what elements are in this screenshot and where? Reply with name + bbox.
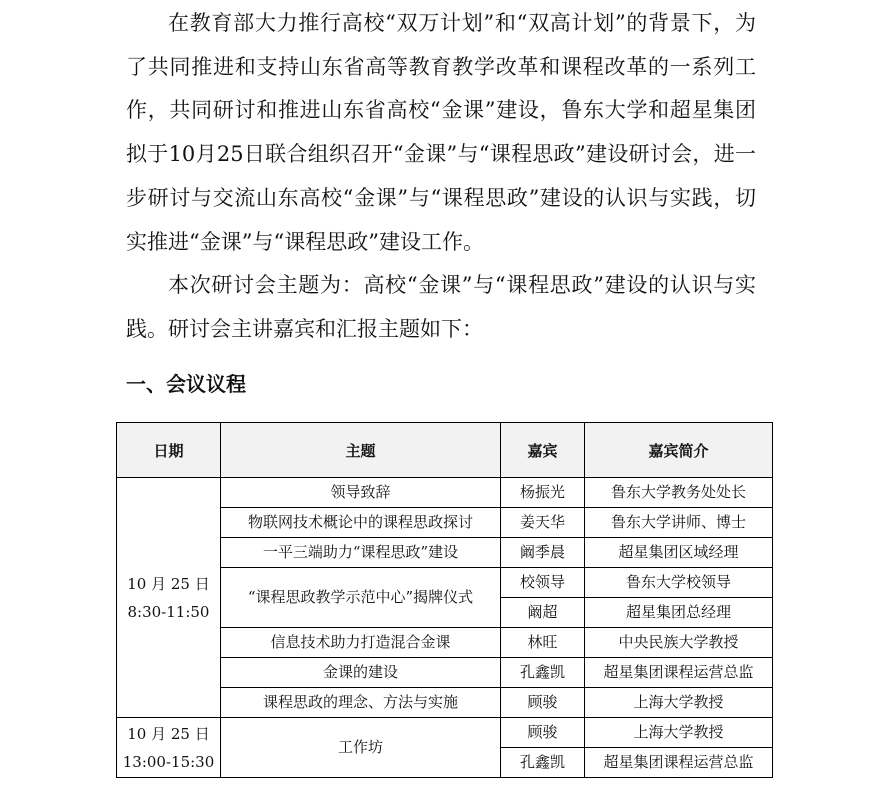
table-row xyxy=(117,478,773,508)
intro-cell: 超星集团课程运营总监 xyxy=(585,748,773,778)
header-intro: 嘉宾简介 xyxy=(585,423,773,478)
topic-cell: 信息技术助力打造混合金课 xyxy=(221,628,501,658)
header-date: 日期 xyxy=(117,423,221,478)
topic-cell: “课程思政教学示范中心”揭牌仪式 xyxy=(221,568,501,628)
intro-cell: 鲁东大学讲师、博士 xyxy=(585,508,773,538)
afternoon-date-cell xyxy=(117,718,221,778)
topic-cell: 一平三端助力“课程思政”建设 xyxy=(221,538,501,568)
guest-cell: 孔鑫凯 xyxy=(501,748,585,778)
table-header-row xyxy=(117,423,773,478)
intro-cell: 超星集团总经理 xyxy=(585,598,773,628)
intro-cell: 超星集团区域经理 xyxy=(585,538,773,568)
table-row xyxy=(117,718,773,748)
intro-paragraph: 在教育部大力推行高校“双万计划”和“双高计划”的背景下，为了共同推进和支持山东省高等教育教学改革和课程改革的一系列工作，共同研讨和推进山东省高校“金课”建设，鲁东大学和超星集团拟于10月25日联合组织召开“金课”与“课程思政”建设研讨会，进一步研讨与交流山东高校“金课”与“课程思政”建设的认识与实践，切实推进“金课”与“课程思政”建设工作。 xyxy=(126,11,756,254)
guest-cell: 校领导 xyxy=(501,568,585,598)
afternoon-date: 10 月 25 日 xyxy=(127,724,210,743)
guest-cell: 阚季晨 xyxy=(501,538,585,568)
topic-cell: 物联网技术概论中的课程思政探讨 xyxy=(221,508,501,538)
guest-cell: 姜天华 xyxy=(501,508,585,538)
header-topic: 主题 xyxy=(221,423,501,478)
intro-cell: 上海大学教授 xyxy=(585,718,773,748)
intro-cell: 超星集团课程运营总监 xyxy=(585,658,773,688)
guest-cell: 顾骏 xyxy=(501,688,585,718)
guest-cell: 阚超 xyxy=(501,598,585,628)
section-heading: 一、会议议程 xyxy=(126,372,246,396)
guest-cell: 杨振光 xyxy=(501,478,585,508)
agenda-table xyxy=(116,422,773,778)
intro-cell: 中央民族大学教授 xyxy=(585,628,773,658)
intro-cell: 鲁东大学教务处处长 xyxy=(585,478,773,508)
guest-cell: 孔鑫凯 xyxy=(501,658,585,688)
morning-time: 8:30-11:50 xyxy=(127,602,210,621)
morning-date: 10 月 25 日 xyxy=(127,574,210,593)
guest-cell: 顾骏 xyxy=(501,718,585,748)
topic-cell: 课程思政的理念、方法与实施 xyxy=(221,688,501,718)
topic-cell: 领导致辞 xyxy=(221,478,501,508)
afternoon-time: 13:00-15:30 xyxy=(122,752,215,771)
workshop-topic-cell: 工作坊 xyxy=(221,718,501,778)
header-guest: 嘉宾 xyxy=(501,423,585,478)
theme-paragraph: 本次研讨会主题为：高校“金课”与“课程思政”建设的认识与实践。研讨会主讲嘉宾和汇报主题如下： xyxy=(126,273,756,341)
topic-cell: 金课的建设 xyxy=(221,658,501,688)
intro-cell: 鲁东大学校领导 xyxy=(585,568,773,598)
morning-date-cell xyxy=(117,478,221,718)
guest-cell: 林旺 xyxy=(501,628,585,658)
intro-cell: 上海大学教授 xyxy=(585,688,773,718)
